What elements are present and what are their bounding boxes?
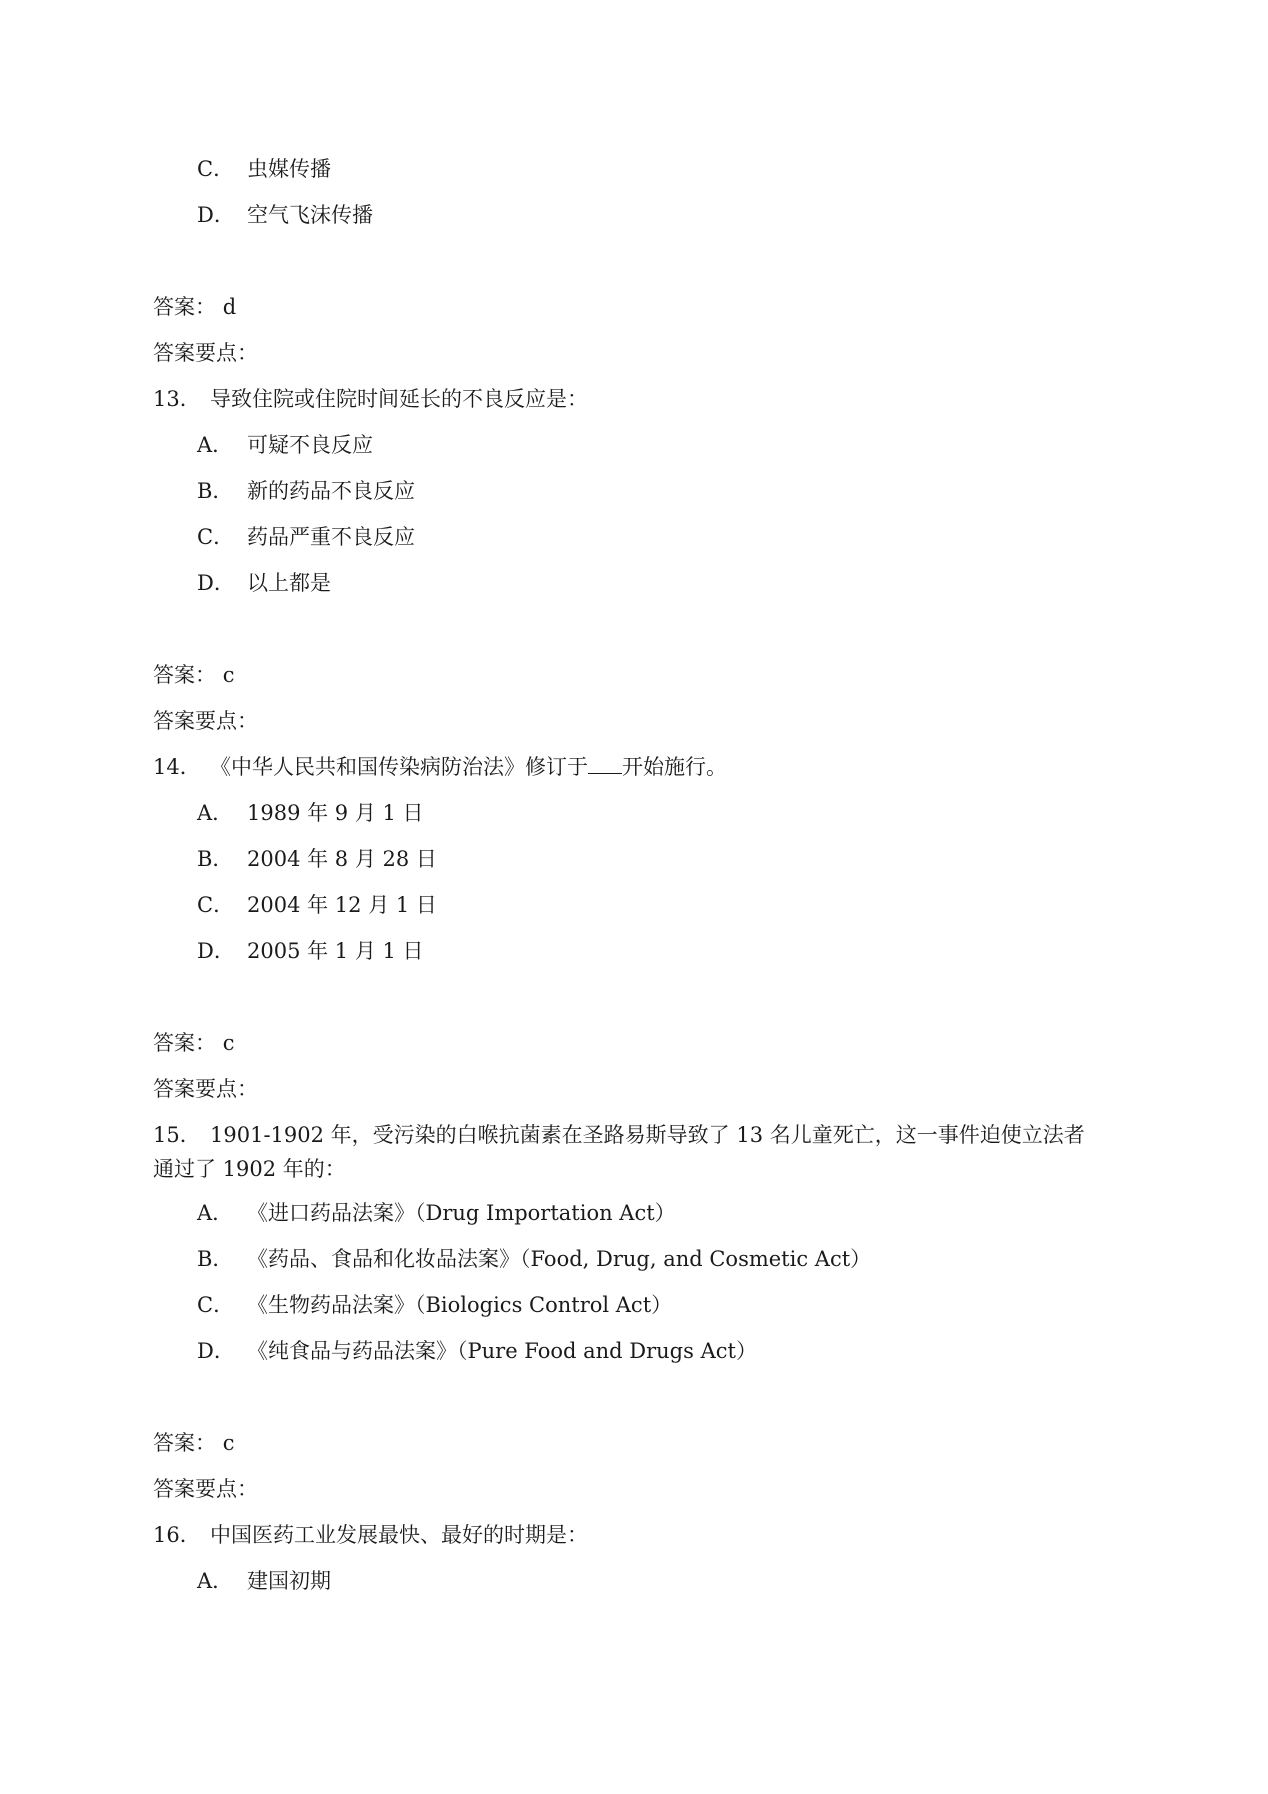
option-row [197, 430, 373, 460]
option-letter: A． [197, 1201, 234, 1225]
question-number: 14． [153, 755, 201, 779]
option-text: 《药品、食品和化妆品法案》（Food, Drug, and Cosmetic Act） [247, 1247, 872, 1271]
answer-value: c [222, 1431, 235, 1455]
option-row [197, 200, 373, 230]
option-letter: C． [197, 157, 235, 181]
key-points-label: 答案要点： [153, 1477, 258, 1501]
option-text: 药品严重不良反应 [247, 525, 415, 549]
option-text: 1989 年 9 月 1 日 [247, 801, 424, 825]
option-row [197, 1566, 331, 1596]
option-row [197, 1336, 757, 1366]
question-text: 1901-1902 年，受污染的白喉抗菌素在圣路易斯导致了 13 名儿童死亡，这一事件迫使立法者 [210, 1123, 1085, 1147]
option-letter: B． [197, 847, 234, 871]
option-letter: D． [197, 1339, 235, 1363]
option-letter: D． [197, 939, 235, 963]
option-row [197, 522, 415, 552]
key-points-label: 答案要点： [153, 709, 258, 733]
option-row [197, 798, 424, 828]
option-row [197, 1198, 676, 1228]
option-text: 2005 年 1 月 1 日 [247, 939, 424, 963]
question-15 [153, 1120, 1085, 1150]
answer-value: c [222, 1031, 235, 1055]
option-letter: A． [197, 1569, 234, 1593]
option-row [197, 476, 415, 506]
question-13 [153, 384, 588, 414]
question-number: 15． [153, 1123, 201, 1147]
option-text: 虫媒传播 [247, 157, 331, 181]
question-16 [153, 1520, 588, 1550]
option-row [197, 936, 424, 966]
question-number: 13． [153, 387, 201, 411]
option-text: 建国初期 [247, 1569, 331, 1593]
option-letter: D． [197, 571, 235, 595]
option-text: 以上都是 [247, 571, 331, 595]
option-letter: C． [197, 525, 235, 549]
option-text: 新的药品不良反应 [247, 479, 415, 503]
option-text: 《生物药品法案》（Biologics Control Act） [247, 1293, 673, 1317]
answer-row [153, 660, 234, 690]
option-letter: A． [197, 433, 234, 457]
option-row [197, 568, 331, 598]
question-text-continued: 通过了 1902 年的： [153, 1157, 346, 1181]
answer-label: 答案： [153, 295, 216, 319]
answer-value: d [222, 295, 237, 319]
option-row [197, 154, 331, 184]
option-letter: C． [197, 893, 235, 917]
option-row [197, 844, 437, 874]
option-row [197, 1244, 871, 1274]
option-text: 《纯食品与药品法案》（Pure Food and Drugs Act） [247, 1339, 757, 1363]
answer-label: 答案： [153, 1431, 216, 1455]
answer-label: 答案： [153, 1031, 216, 1055]
option-letter: D． [197, 203, 235, 227]
question-text: 导致住院或住院时间延长的不良反应是： [210, 387, 588, 411]
question-14 [153, 752, 727, 782]
answer-row [153, 1428, 234, 1458]
option-row [197, 1290, 672, 1320]
option-text: 空气飞沫传播 [247, 203, 373, 227]
option-letter: C． [197, 1293, 235, 1317]
answer-label: 答案： [153, 663, 216, 687]
option-text: 可疑不良反应 [247, 433, 373, 457]
question-number: 16． [153, 1523, 201, 1547]
option-text: 《进口药品法案》（Drug Importation Act） [247, 1201, 676, 1225]
option-row [197, 890, 437, 920]
answer-value: c [222, 663, 235, 687]
question-text: 《中华人民共和国传染病防治法》修订于 [210, 755, 588, 779]
option-text: 2004 年 12 月 1 日 [247, 893, 437, 917]
key-points-label: 答案要点： [153, 1077, 258, 1101]
option-text: 2004 年 8 月 28 日 [247, 847, 437, 871]
answer-row [153, 1028, 234, 1058]
answer-row [153, 292, 236, 322]
option-letter: B． [197, 1247, 234, 1271]
option-letter: B． [197, 479, 234, 503]
question-text: 中国医药工业发展最快、最好的时期是： [210, 1523, 588, 1547]
fill-in-blank [588, 755, 622, 774]
question-text-end: 开始施行。 [622, 755, 727, 779]
key-points-label: 答案要点： [153, 341, 258, 365]
option-letter: A． [197, 801, 234, 825]
